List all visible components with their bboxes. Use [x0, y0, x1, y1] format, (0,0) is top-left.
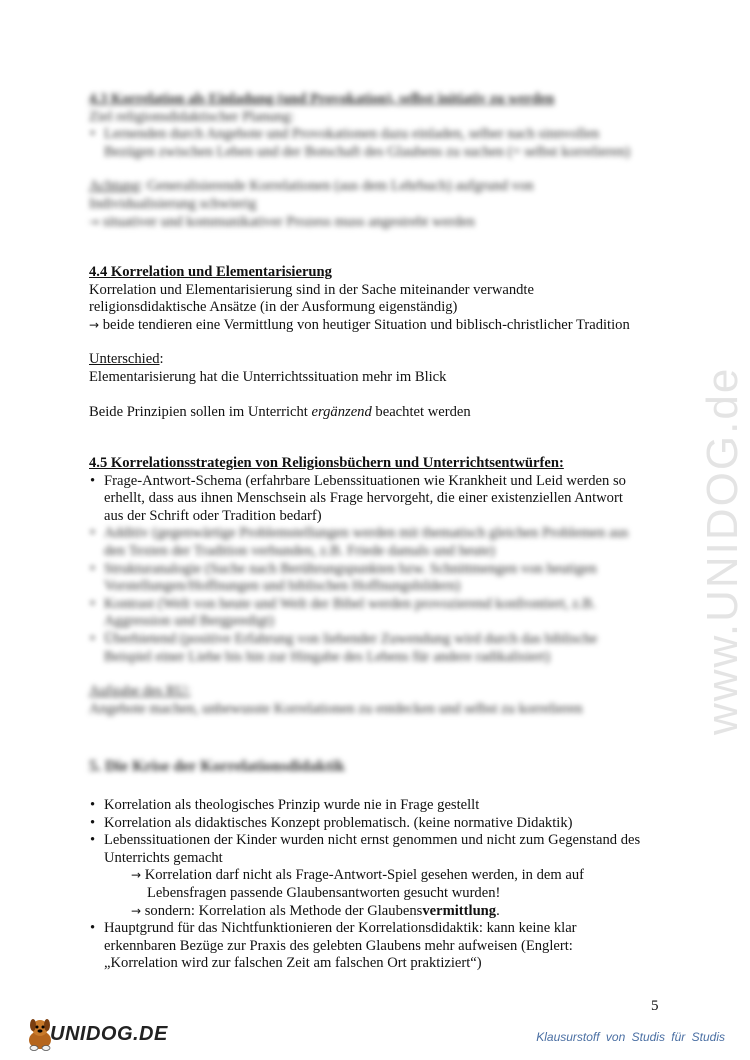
section-4-3-intro: Ziel religionsdidaktischer Planung: [89, 108, 295, 125]
achtung-line-3 [89, 214, 669, 232]
aufgabe-text: Angebote machen, unbewusste Korrelationen zu entdecken und selbst zu korrelieren [89, 700, 583, 717]
aufgabe-label: Aufgabe des RU: [89, 683, 191, 700]
sub-item [89, 867, 669, 885]
sub-item [89, 903, 669, 921]
logo-text: UNIDOG.DE [50, 1023, 168, 1045]
watermark-text: www.UNIDOG.de [698, 366, 747, 735]
line-5-emphasis: ergänzend [311, 403, 372, 420]
arrow-icon: → [89, 214, 100, 229]
sub-item-continuation: Lebensfragen passende Glaubensantworten gesucht wurden! [147, 884, 501, 901]
list-item-continuation: Beispiel einer Liebe bis hin zur Hingabe des Lebens für andere radikalisiert) [104, 648, 551, 665]
section-4-5-list [89, 473, 669, 667]
footer-slogan: Klausurstoff von Studis für Studis [536, 1030, 725, 1044]
section-4-4 [89, 264, 669, 421]
unterschied-colon: : [159, 351, 164, 368]
list-item [89, 797, 669, 815]
section-4-4-heading: 4.4 Korrelation und Elementarisierung [89, 264, 332, 280]
blurred-list-items [89, 525, 669, 666]
achtung-label: Achtung [89, 178, 140, 195]
section-4-4-line-5 [89, 404, 669, 422]
sub-item-pre: sondern: Korrelation als Methode der Glaubens [144, 902, 423, 919]
list-item-text: Korrelation als didaktisches Konzept problematisch. (keine normative Didaktik) [104, 814, 573, 831]
line-5-pre: Beide Prinzipien sollen im Unterricht [89, 403, 312, 420]
list-item-text: Additiv (gegenwärtige Problemstellungen werden mit thematisch gleichen Problemen aus [104, 525, 629, 542]
section-5-heading: 5. Die Krise der Korrelationsdidaktik [89, 758, 345, 775]
unterschied-line [89, 351, 669, 369]
list-item [89, 631, 669, 649]
list-item [89, 126, 669, 144]
list-item-continuation: Aggression und Bergpredigt) [104, 613, 274, 630]
section-4-3-heading: 4.3 Korrelation als Einladung (und Provokation), selbst initiativ zu werden [89, 91, 555, 107]
list-item-text: Lernenden durch Angebote und Provokationen dazu einladen, selber nach sinnvollen [104, 126, 600, 143]
list-item [89, 815, 669, 833]
section-4-4-line-3 [89, 317, 669, 335]
list-item [89, 525, 669, 543]
list-item-continuation: Bezügen zwischen Leben und der Botschaft des Glaubens zu suchen (= selbst korrelieren) [104, 143, 631, 160]
list-item-continuation: erkennbaren Bezüge zur Praxis des gelebten Glaubens mehr aufweisen (Englert: [104, 937, 573, 954]
section-4-3 [89, 91, 669, 231]
section-4-4-line-3-text: beide tendieren eine Vermittlung von heutiger Situation und biblisch-christlicher Tradition [102, 316, 630, 333]
line-5-post: beachtet werden [371, 403, 471, 420]
list-item [89, 473, 669, 491]
list-item-text: Lebenssituationen der Kinder wurden nicht ernst genommen und nicht zum Gegenstand des [104, 832, 641, 849]
list-item [89, 832, 669, 850]
list-item-continuation: den Texten der Tradition verbunden, z.B. Friede damals und heute) [104, 542, 496, 559]
unidog-logo [24, 1016, 168, 1052]
section-5 [89, 797, 669, 973]
list-item-text: Frage-Antwort-Schema (erfahrbare Lebenssituationen wie Krankheit und Leid werden so [104, 472, 626, 489]
list-item-text: Überbietend (positive Erfahrung von liebender Zuwendung wird durch das biblische [104, 630, 598, 647]
list-item-continuation: Unterrichts gemacht [104, 849, 223, 866]
list-item-continuation: erhellt, dass aus ihnen Menschsein als Frage hervorgeht, die einer existenziellen Antwort [104, 490, 623, 507]
section-4-4-line-4: Elementarisierung hat die Unterrichtssituation mehr im Blick [89, 368, 447, 385]
sub-item-post: . [496, 902, 500, 919]
achtung-line [89, 178, 669, 196]
watermark [690, 275, 750, 745]
sub-item-text: Korrelation darf nicht als Frage-Antwort-Spiel gesehen werden, in dem auf [144, 867, 585, 884]
arrow-icon: → [131, 903, 142, 918]
list-item-continuation: aus der Schrift oder Tradition bedarf) [104, 507, 322, 524]
list-item [89, 561, 669, 579]
section-4-4-line-2: religionsdidaktische Ansätze (in der Ausformung eigenständig) [89, 299, 458, 316]
section-4-4-line-1: Korrelation und Elementarisierung sind in der Sache miteinander verwandte [89, 281, 534, 298]
achtung-text: : Generalisierende Korrelationen (aus dem Lehrbuch) aufgrund von [139, 178, 534, 195]
sub-item-bold: vermittlung [422, 902, 497, 919]
achtung-line-3-text: situativer und kommunikativer Prozess muss angestrebt werden [102, 213, 475, 230]
list-item-text: Kontrast (Welt von heute und Welt der Bibel werden provozierend konfrontiert, z.B. [104, 595, 596, 612]
page-number: 5 [651, 998, 659, 1014]
achtung-line-2: Individualisierung schwierig [89, 195, 257, 212]
arrow-icon: → [131, 868, 142, 883]
arrow-icon: → [89, 317, 100, 332]
unterschied-label: Unterschied [89, 351, 160, 368]
list-item-text: Strukturanalogie (Suche nach Berührungspunkten bzw. Schnittmengen von heutigen [104, 560, 597, 577]
list-item-text: Korrelation als theologisches Prinzip wurde nie in Frage gestellt [104, 797, 480, 813]
aufgabe-block [89, 683, 669, 718]
list-item [89, 596, 669, 614]
list-item [89, 920, 669, 938]
section-4-5 [89, 455, 669, 718]
list-item-text: Hauptgrund für das Nichtfunktionieren der Korrelationsdidaktik: kann keine klar [104, 920, 577, 937]
section-4-3-list [89, 126, 669, 161]
section-4-5-heading: 4.5 Korrelationsstrategien von Religionsbüchern und Unterrichtsentwürfen: [89, 455, 564, 471]
section-5-heading-block [89, 758, 669, 776]
list-item-continuation: Vorstellungen/Hoffnungen und biblischen Hoffnungsbildern) [104, 578, 461, 595]
section-5-list [89, 797, 669, 973]
list-item-continuation: „Korrelation wird zur falschen Zeit am falschen Ort praktiziert“) [104, 955, 482, 972]
